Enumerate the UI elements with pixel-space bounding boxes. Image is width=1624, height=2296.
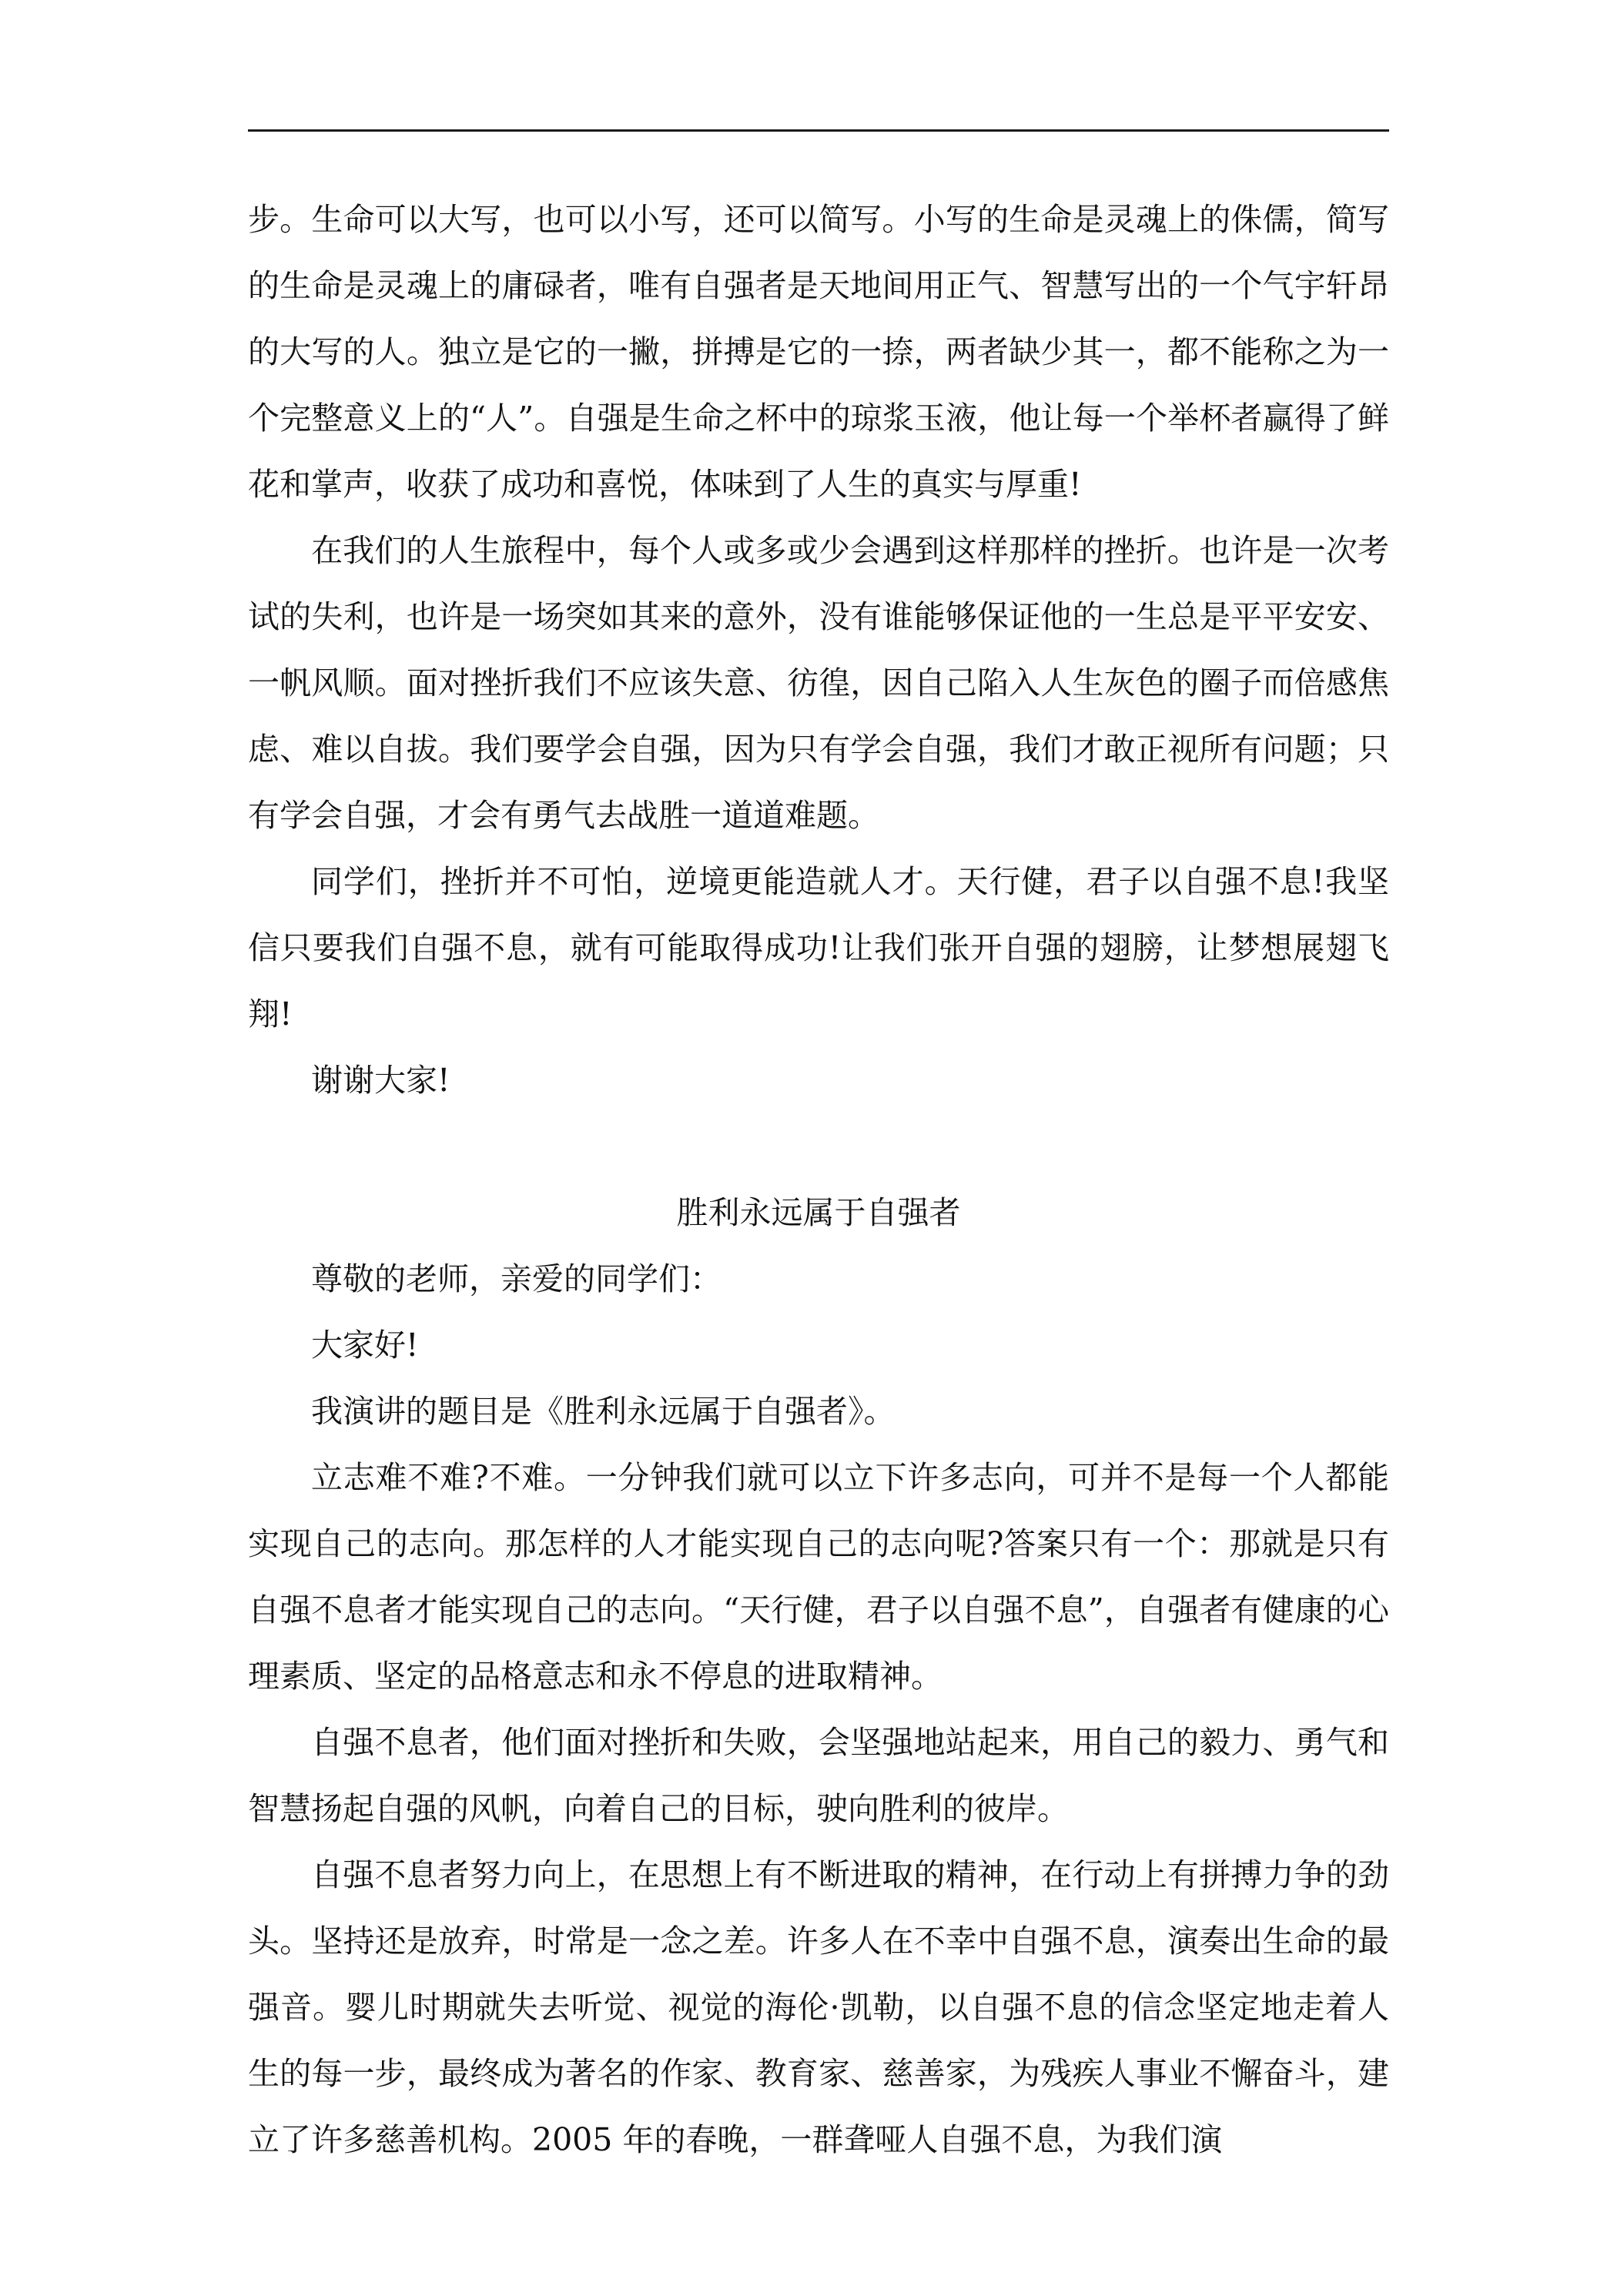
speech-title: 胜利永远属于自强者: [676, 1194, 961, 1231]
greeting: 大家好!: [311, 1327, 419, 1364]
paragraph: 在我们的人生旅程中，每个人或多或少会遇到这样那样的挫折。也许是一次考试的失利，也许是一场突如其来的意外，没有谁能够保证他的一生总是平平安安、一帆风顺。面对挫折我们不应该失意、彷徨，因自己陷入人生灰色的圈子而倍感焦虑、难以自拔。我们要学会自强，因为只有学会自强，我们才敢正视所有问题；只有学会自强，才会有勇气去战胜一道道难题。: [248, 532, 1389, 834]
document-body: [248, 186, 1389, 2173]
paragraph-continuation: 步。生命可以大写，也可以小写，还可以简写。小写的生命是灵魂上的侏儒，简写的生命是灵魂上的庸碌者，唯有自强者是天地间用正气、智慧写出的一个气宇轩昂的大写的人。独立是它的一撇，拼搏是它的一捺，两者缺少其一，都不能称之为一个完整意义上的“人”。自强是生命之杯中的琼浆玉液，他让每一个举杯者赢得了鲜花和掌声，收获了成功和喜悦，体味到了人生的真实与厚重!: [248, 201, 1389, 503]
paragraph-closing: 谢谢大家!: [311, 1062, 450, 1099]
salutation: 尊敬的老师，亲爱的同学们：: [311, 1260, 722, 1297]
paragraph: 立志难不难?不难。一分钟我们就可以立下许多志向，可并不是每一个人都能实现自己的志向。那怎样的人才能实现自己的志向呢?答案只有一个：那就是只有自强不息者才能实现自己的志向。“天行健，君子以自强不息”，自强者有健康的心理素质、坚定的品格意志和永不停息的进取精神。: [248, 1459, 1389, 1695]
paragraph: 我演讲的题目是《胜利永远属于自强者》。: [311, 1393, 896, 1430]
paragraph: 同学们，挫折并不可怕，逆境更能造就人才。天行健，君子以自强不息!我坚信只要我们自强不息，就有可能取得成功!让我们张开自强的翅膀，让梦想展翅飞翔!: [248, 863, 1389, 1033]
header-rule: [248, 129, 1389, 132]
paragraph: 自强不息者，他们面对挫折和失败，会坚强地站起来，用自己的毅力、勇气和智慧扬起自强的风帆，向着自己的目标，驶向胜利的彼岸。: [248, 1724, 1389, 1827]
paragraph: 自强不息者努力向上，在思想上有不断进取的精神，在行动上有拼搏力争的劲头。坚持还是放弃，时常是一念之差。许多人在不幸中自强不息，演奏出生命的最强音。婴儿时期就失去听觉、视觉的海伦·凯勒，以自强不息的信念坚定地走着人生的每一步，最终成为著名的作家、教育家、慈善家，为残疾人事业不懈奋斗，建立了许多慈善机构。2005 年的春晚，一群聋哑人自强不息，为我们演: [248, 1856, 1389, 2158]
